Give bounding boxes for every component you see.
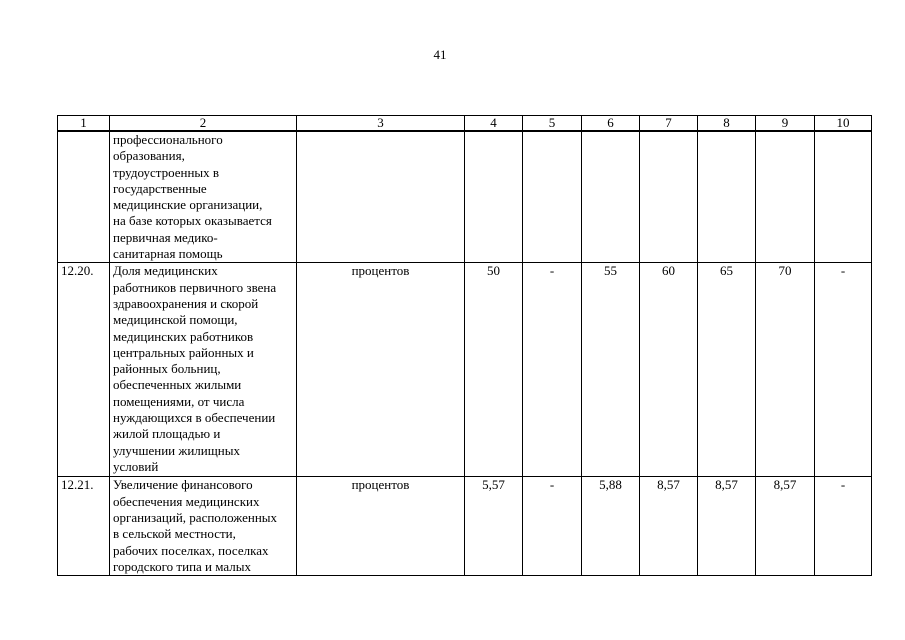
indicator-name-line: профессионального	[113, 132, 223, 147]
indicator-name-line: работников первичного звена	[113, 279, 277, 295]
column-header: 10	[815, 116, 872, 132]
value-cell: -	[815, 477, 872, 576]
indicator-name-line: центральных районных и	[113, 344, 254, 360]
table-row	[58, 477, 872, 576]
indicator-name-cell	[110, 263, 297, 477]
value-cell	[582, 131, 640, 263]
value-cell	[640, 131, 698, 263]
value-cell: -	[523, 477, 582, 576]
value-cell: 50	[465, 263, 523, 477]
indicator-name-line: обеспечения медицинских	[113, 493, 260, 509]
indicator-name-line: жилой площадью и	[113, 426, 221, 442]
value-cell	[523, 131, 582, 263]
row-number-cell	[58, 131, 110, 263]
indicator-name-line: санитарная помощь	[113, 246, 223, 262]
unit-cell	[297, 131, 465, 263]
indicator-name-line: здравоохранения и скорой	[113, 295, 259, 311]
table-header-row	[58, 116, 872, 132]
value-cell: 5,88	[582, 477, 640, 576]
indicator-name-line: на базе которых оказывается	[113, 213, 272, 229]
indicator-name-cell	[110, 477, 297, 576]
value-cell	[756, 131, 815, 263]
value-cell	[815, 131, 872, 263]
indicator-name-line: в сельской местности,	[113, 526, 236, 542]
column-header: 6	[582, 116, 640, 132]
value-cell: 55	[582, 263, 640, 477]
indicator-name-line: нуждающихся в обеспечении	[113, 410, 276, 426]
indicator-name-line: обеспеченных жилыми	[113, 377, 242, 393]
row-number-cell: 12.20.	[58, 263, 110, 477]
column-header: 8	[698, 116, 756, 132]
indicator-name-line: Увеличение финансового	[113, 477, 253, 493]
indicator-name-line: образования,	[113, 148, 185, 164]
indicator-name-line: медицинские организации,	[113, 197, 263, 213]
column-header: 5	[523, 116, 582, 132]
unit-cell: процентов	[297, 477, 465, 576]
indicator-name-line: улучшении жилищных	[113, 442, 240, 458]
table-row	[58, 131, 872, 263]
indicator-name-line: Доля медицинских	[113, 263, 218, 279]
value-cell: -	[815, 263, 872, 477]
value-cell: 8,57	[698, 477, 756, 576]
column-header: 7	[640, 116, 698, 132]
table-row	[58, 263, 872, 477]
value-cell: 70	[756, 263, 815, 477]
column-header: 4	[465, 116, 523, 132]
value-cell	[465, 131, 523, 263]
indicator-name-line: помещениями, от числа	[113, 393, 245, 409]
indicator-name-line: условий	[113, 458, 159, 474]
column-header: 3	[297, 116, 465, 132]
value-cell: 8,57	[756, 477, 815, 576]
indicator-name-line: рабочих поселках, поселках	[113, 542, 269, 558]
column-header: 9	[756, 116, 815, 132]
indicator-name-line: районных больниц,	[113, 361, 221, 377]
page-number: 41	[433, 47, 447, 62]
value-cell: 60	[640, 263, 698, 477]
indicator-name-cell	[110, 131, 297, 263]
value-cell: 5,57	[465, 477, 523, 576]
row-number-cell: 12.21.	[58, 477, 110, 576]
indicator-name-line: первичная медико-	[113, 229, 218, 245]
indicator-name-line: медицинских работников	[113, 328, 254, 344]
indicator-name-line: трудоустроенных в	[113, 164, 220, 180]
column-header: 1	[58, 116, 110, 132]
value-cell	[698, 131, 756, 263]
indicator-name-line: государственные	[113, 180, 207, 196]
value-cell: -	[523, 263, 582, 477]
indicators-table	[57, 115, 872, 576]
unit-cell: процентов	[297, 263, 465, 477]
indicator-name-line: медицинской помощи,	[113, 312, 238, 328]
value-cell: 65	[698, 263, 756, 477]
column-header: 2	[110, 116, 297, 132]
value-cell: 8,57	[640, 477, 698, 576]
indicator-name-line: городского типа и малых	[113, 558, 251, 574]
indicator-name-line: организаций, расположенных	[113, 509, 278, 525]
